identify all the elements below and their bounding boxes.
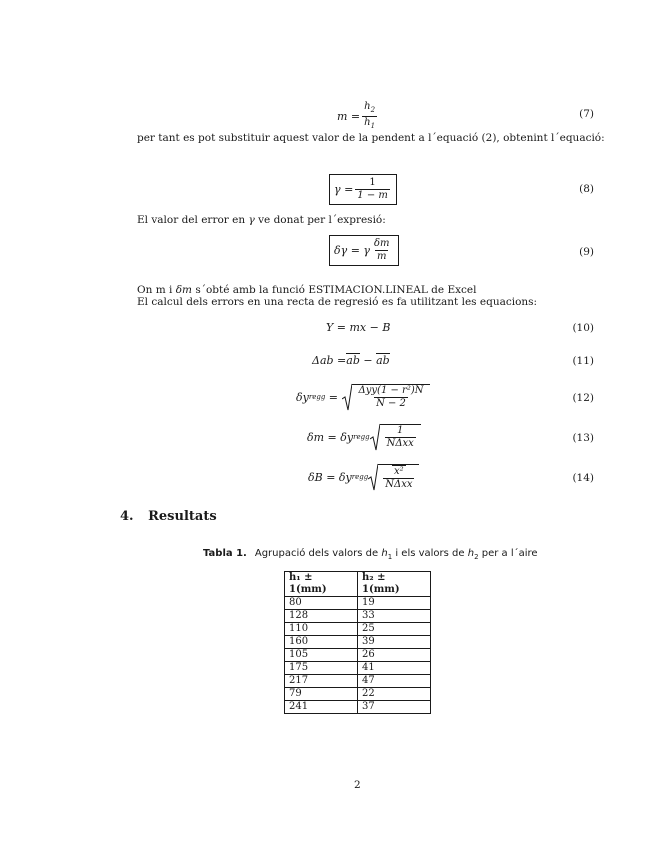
table-row <box>285 701 431 714</box>
equation-number-8: (8) <box>579 183 594 195</box>
table-row <box>285 675 431 688</box>
equation-8 <box>329 174 397 205</box>
equation-number-14: (14) <box>572 472 594 484</box>
table-row <box>285 597 431 610</box>
results-table <box>284 571 431 714</box>
eq13-lhs: δm = δy <box>307 430 354 444</box>
equation-13 <box>307 423 421 451</box>
eq9-num: δm <box>373 238 390 249</box>
paragraph-error-value <box>137 214 386 227</box>
eq14-sqrt <box>368 463 419 491</box>
caption-h2: h <box>467 548 475 559</box>
eq13-sqrt <box>370 423 421 451</box>
table-cell-h2: 37 <box>358 701 431 714</box>
equation-number-10: (10) <box>572 322 594 334</box>
section-heading <box>120 509 217 524</box>
caption-h1-sub: 1 <box>387 553 393 561</box>
page-number: 2 <box>354 779 361 791</box>
eq14-num: x² <box>394 465 404 477</box>
eq8-num: 1 <box>369 177 376 188</box>
eq7-num: h <box>364 101 371 112</box>
table-row <box>285 649 431 662</box>
eq9-fraction <box>372 238 392 263</box>
eq12-sqrt <box>342 383 431 411</box>
table-cell-h1: 105 <box>285 649 358 662</box>
sqrt-icon <box>368 463 378 491</box>
table-cell-h1: 241 <box>285 701 358 714</box>
eq11-term2: a <box>376 354 383 367</box>
paragraph-substitution: per tant es pot substituir aquest valor de la pendent a l´equació (2), obtenint l´equació: <box>137 132 605 144</box>
eq14-den: NΔxx <box>385 478 413 490</box>
table-cell-h2: 39 <box>358 636 431 649</box>
table-cell-h2: 25 <box>358 623 431 636</box>
equation-number-7: (7) <box>579 108 594 120</box>
eq12-den: N − 2 <box>376 398 406 409</box>
equation-number-9: (9) <box>579 246 594 258</box>
eq13-lhs-sub: regg <box>353 433 370 441</box>
equation-10: Y = mx − B <box>326 321 391 334</box>
caption-h2-sub: 2 <box>474 553 479 561</box>
eq13-num: 1 <box>397 425 404 436</box>
table-cell-h2: 19 <box>358 597 431 610</box>
table-header-h1: h₁ ± 1(mm) <box>285 572 358 597</box>
p2-text-b: ve donat per l´expresió: <box>254 214 386 226</box>
eq7-num-sub: 2 <box>370 106 376 114</box>
eq7-lhs: m = <box>337 110 361 123</box>
caption-text-a: Agrupació dels valors de <box>254 548 382 559</box>
eq9-lhs: δγ = γ <box>334 244 370 257</box>
eq12-lhs-sub: regg <box>308 393 326 401</box>
table-row <box>285 610 431 623</box>
p2-text-a: El valor del error en <box>137 214 249 226</box>
sqrt-icon <box>342 383 352 411</box>
table-cell-h2: 41 <box>358 662 431 675</box>
table-cell-h1: 79 <box>285 688 358 701</box>
equation-number-11: (11) <box>572 355 594 367</box>
table-cell-h1: 128 <box>285 610 358 623</box>
eq11-minus: − <box>359 353 377 367</box>
table-cell-h1: 80 <box>285 597 358 610</box>
equation-number-13: (13) <box>572 432 594 444</box>
table-cell-h2: 33 <box>358 610 431 623</box>
table-cell-h2: 47 <box>358 675 431 688</box>
eq12-eqsign: = <box>325 390 342 404</box>
equation-11 <box>312 353 390 367</box>
caption-h1: h <box>381 548 388 559</box>
caption-text-c: per a l´aire <box>478 548 538 559</box>
eq13-den: NΔxx <box>386 438 414 449</box>
table-row <box>285 688 431 701</box>
section-number: 4. <box>120 509 134 524</box>
eq7-den: h <box>364 117 371 128</box>
eq11-lhs: Δab = <box>312 353 347 367</box>
table-row <box>285 636 431 649</box>
table-cell-h1: 110 <box>285 623 358 636</box>
eq8-den: 1 − m <box>357 190 388 201</box>
eq9-box <box>329 235 399 266</box>
table-cell-h1: 217 <box>285 675 358 688</box>
equation-number-12: (12) <box>572 392 594 404</box>
eq7-den-sub: 1 <box>370 122 376 130</box>
section-title: Resultats <box>148 509 217 524</box>
table-header-row <box>285 572 431 597</box>
eq11-term1: ab <box>346 354 360 367</box>
table-header-h2: h₂ ± 1(mm) <box>358 572 431 597</box>
p3-text-b: s´obté amb la funció ESTIMACION.LINEAL de Excel <box>191 284 477 296</box>
caption-text-b: i els valors de <box>392 548 468 559</box>
table-cell-h2: 22 <box>358 688 431 701</box>
table-cell-h2: 26 <box>358 649 431 662</box>
p3-text-a: On m i <box>137 284 176 296</box>
eq7-fraction <box>362 101 377 132</box>
table-cell-h1: 160 <box>285 636 358 649</box>
equation-12 <box>296 383 430 411</box>
table-cell-h1: 175 <box>285 662 358 675</box>
table-row <box>285 662 431 675</box>
paragraph-regression: El calcul dels errors en una recta de regresió es fa utilitzant les equacions: <box>137 296 538 308</box>
eq8-box <box>329 174 397 205</box>
eq8-fraction <box>355 177 390 202</box>
eq14-lhs: δB = δy <box>308 470 352 484</box>
sqrt-icon <box>370 423 380 451</box>
equation-9 <box>329 235 399 266</box>
table-caption-label: Tabla 1. <box>203 548 247 559</box>
equation-7 <box>337 101 379 132</box>
eq8-lhs: γ = <box>334 183 354 196</box>
eq12-lhs: δy <box>296 390 309 404</box>
p2-symbol: γ <box>248 214 255 226</box>
eq14-lhs-sub: regg <box>351 473 369 481</box>
equation-14 <box>308 463 419 491</box>
eq9-den: m <box>377 251 387 262</box>
table-caption <box>203 548 538 561</box>
p3-symbol: δm <box>175 284 192 296</box>
eq11-term3: b <box>382 354 390 367</box>
eq12-num: Δyy(1 − r²)N <box>358 385 424 396</box>
table-row <box>285 623 431 636</box>
